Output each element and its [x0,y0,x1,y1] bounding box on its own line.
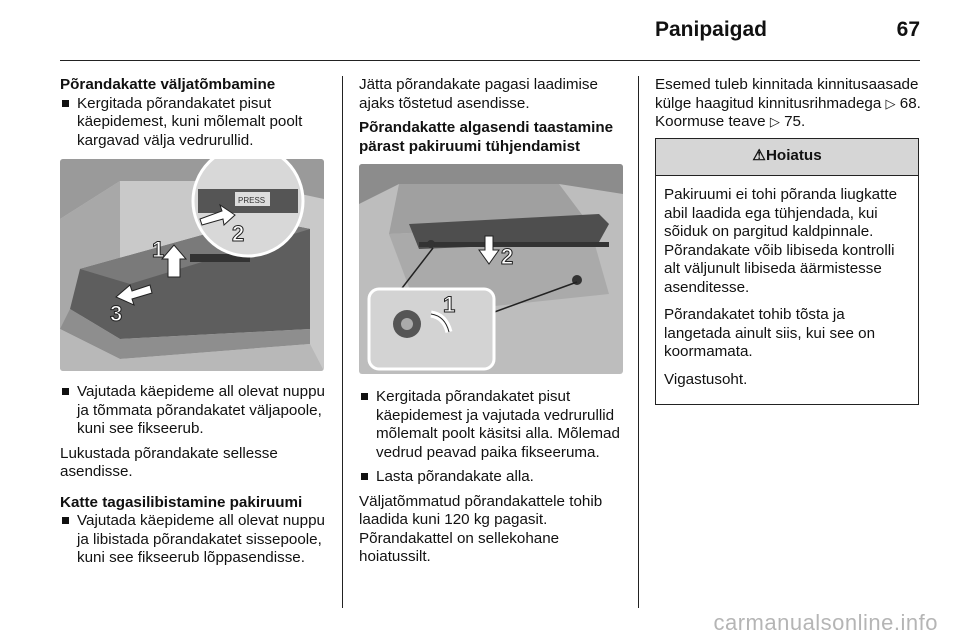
figure2-label-2: 2 [501,244,514,269]
fastening-note: Esemed tuleb kinnitada kinnitusaasade külge haagitud kinnitusrihmadega ▷ 68. Koormuse teave ▷ 75. [655,76,921,130]
step-slide-in: Vajutada käepideme all olevat nuppu ja libistada põrandakatet sissepoole, kuni see fikseerub lõppasendisse. [60,512,326,568]
sticker-text: PRESS [238,196,266,205]
warning-body [656,176,918,404]
figure1-label-1: 1 [152,237,165,262]
warning-triangle-icon: ⚠ [752,146,766,164]
warning-paragraph-1: Pakiruumi ei tohi põranda liugkatte abil laadida ega tühjendada, kui sõiduk on pargitud kaldpinnale. Põrandakate võib libiseda kontrolli alt väljunult libiseda äärmistesse asenditesse. [664,186,898,296]
section-heading-pull-out: Põrandakatte väljatõmbamine [60,76,276,93]
header-rule [60,60,920,61]
photo-floor-cover-pull-out [60,159,324,371]
step-press-and-pull: Vajutada käepideme all olevat nuppu ja tõmmata põrandakatet väljapoole, kuni see fikseerub. [60,383,326,439]
warning-paragraph-3: Vigastusoht. [664,370,748,388]
warning-title: Hoiatus [765,146,822,164]
warning-header [656,139,918,177]
step-lower-cover: Lasta põrandakate alla. [359,468,625,487]
triangle-right-icon: ▷ [885,95,896,111]
warning-paragraph-2: Põrandakatet tohib tõsta ja langetada ainult siis, kui see on koormamata. [664,306,876,360]
figure2-label-1: 1 [443,292,456,317]
column-3 [655,76,921,405]
column-divider-1 [342,76,343,608]
lock-note: Lukustada põrandakate sellesse asendisse. [60,444,278,480]
column-1 [60,76,326,574]
step-press-rollers: Kergitada põrandakatet pisut käepidemest ja vajutada vedrurullid mõlemalt poolt käsitsi alla. Mõlemad vedrud peavad paika fikseeruma. [359,388,625,462]
section-heading-restore: Põrandakatte algasendi taastamine pärast pakiruumi tühjendamist [359,119,614,155]
page-ref-75[interactable]: 75 [784,113,801,130]
load-limit-note: Väljatõmmatud põrandakattele tohib laadida kuni 120 kg pagasit. Põrandakattel on sellekohane hoiatussilt. [359,492,603,565]
triangle-right-icon: ▷ [769,114,780,129]
step-lift-cover: Kergitada põrandakatet pisut käepidemest, kuni mõlemalt poolt kargavad välja vedrurullid. [60,95,326,151]
figure1-label-3: 3 [110,301,123,326]
raised-note: Jätta põrandakate pagasi laadimise ajaks tõstetud asendisse. [359,76,598,112]
photo-floor-cover-restore [359,164,623,374]
page-header-title: Panipaigad [654,18,767,41]
column-2 [359,76,625,573]
page-number: 67 [896,18,920,41]
page-ref-68[interactable]: 68 [899,94,917,112]
watermark: carmanualsonline.info [713,610,938,635]
section-heading-slide-back: Katte tagasilibistamine pakiruumi [60,493,303,511]
column-divider-2 [638,76,639,608]
warning-box [655,138,919,406]
figure1-label-2: 2 [232,221,245,246]
